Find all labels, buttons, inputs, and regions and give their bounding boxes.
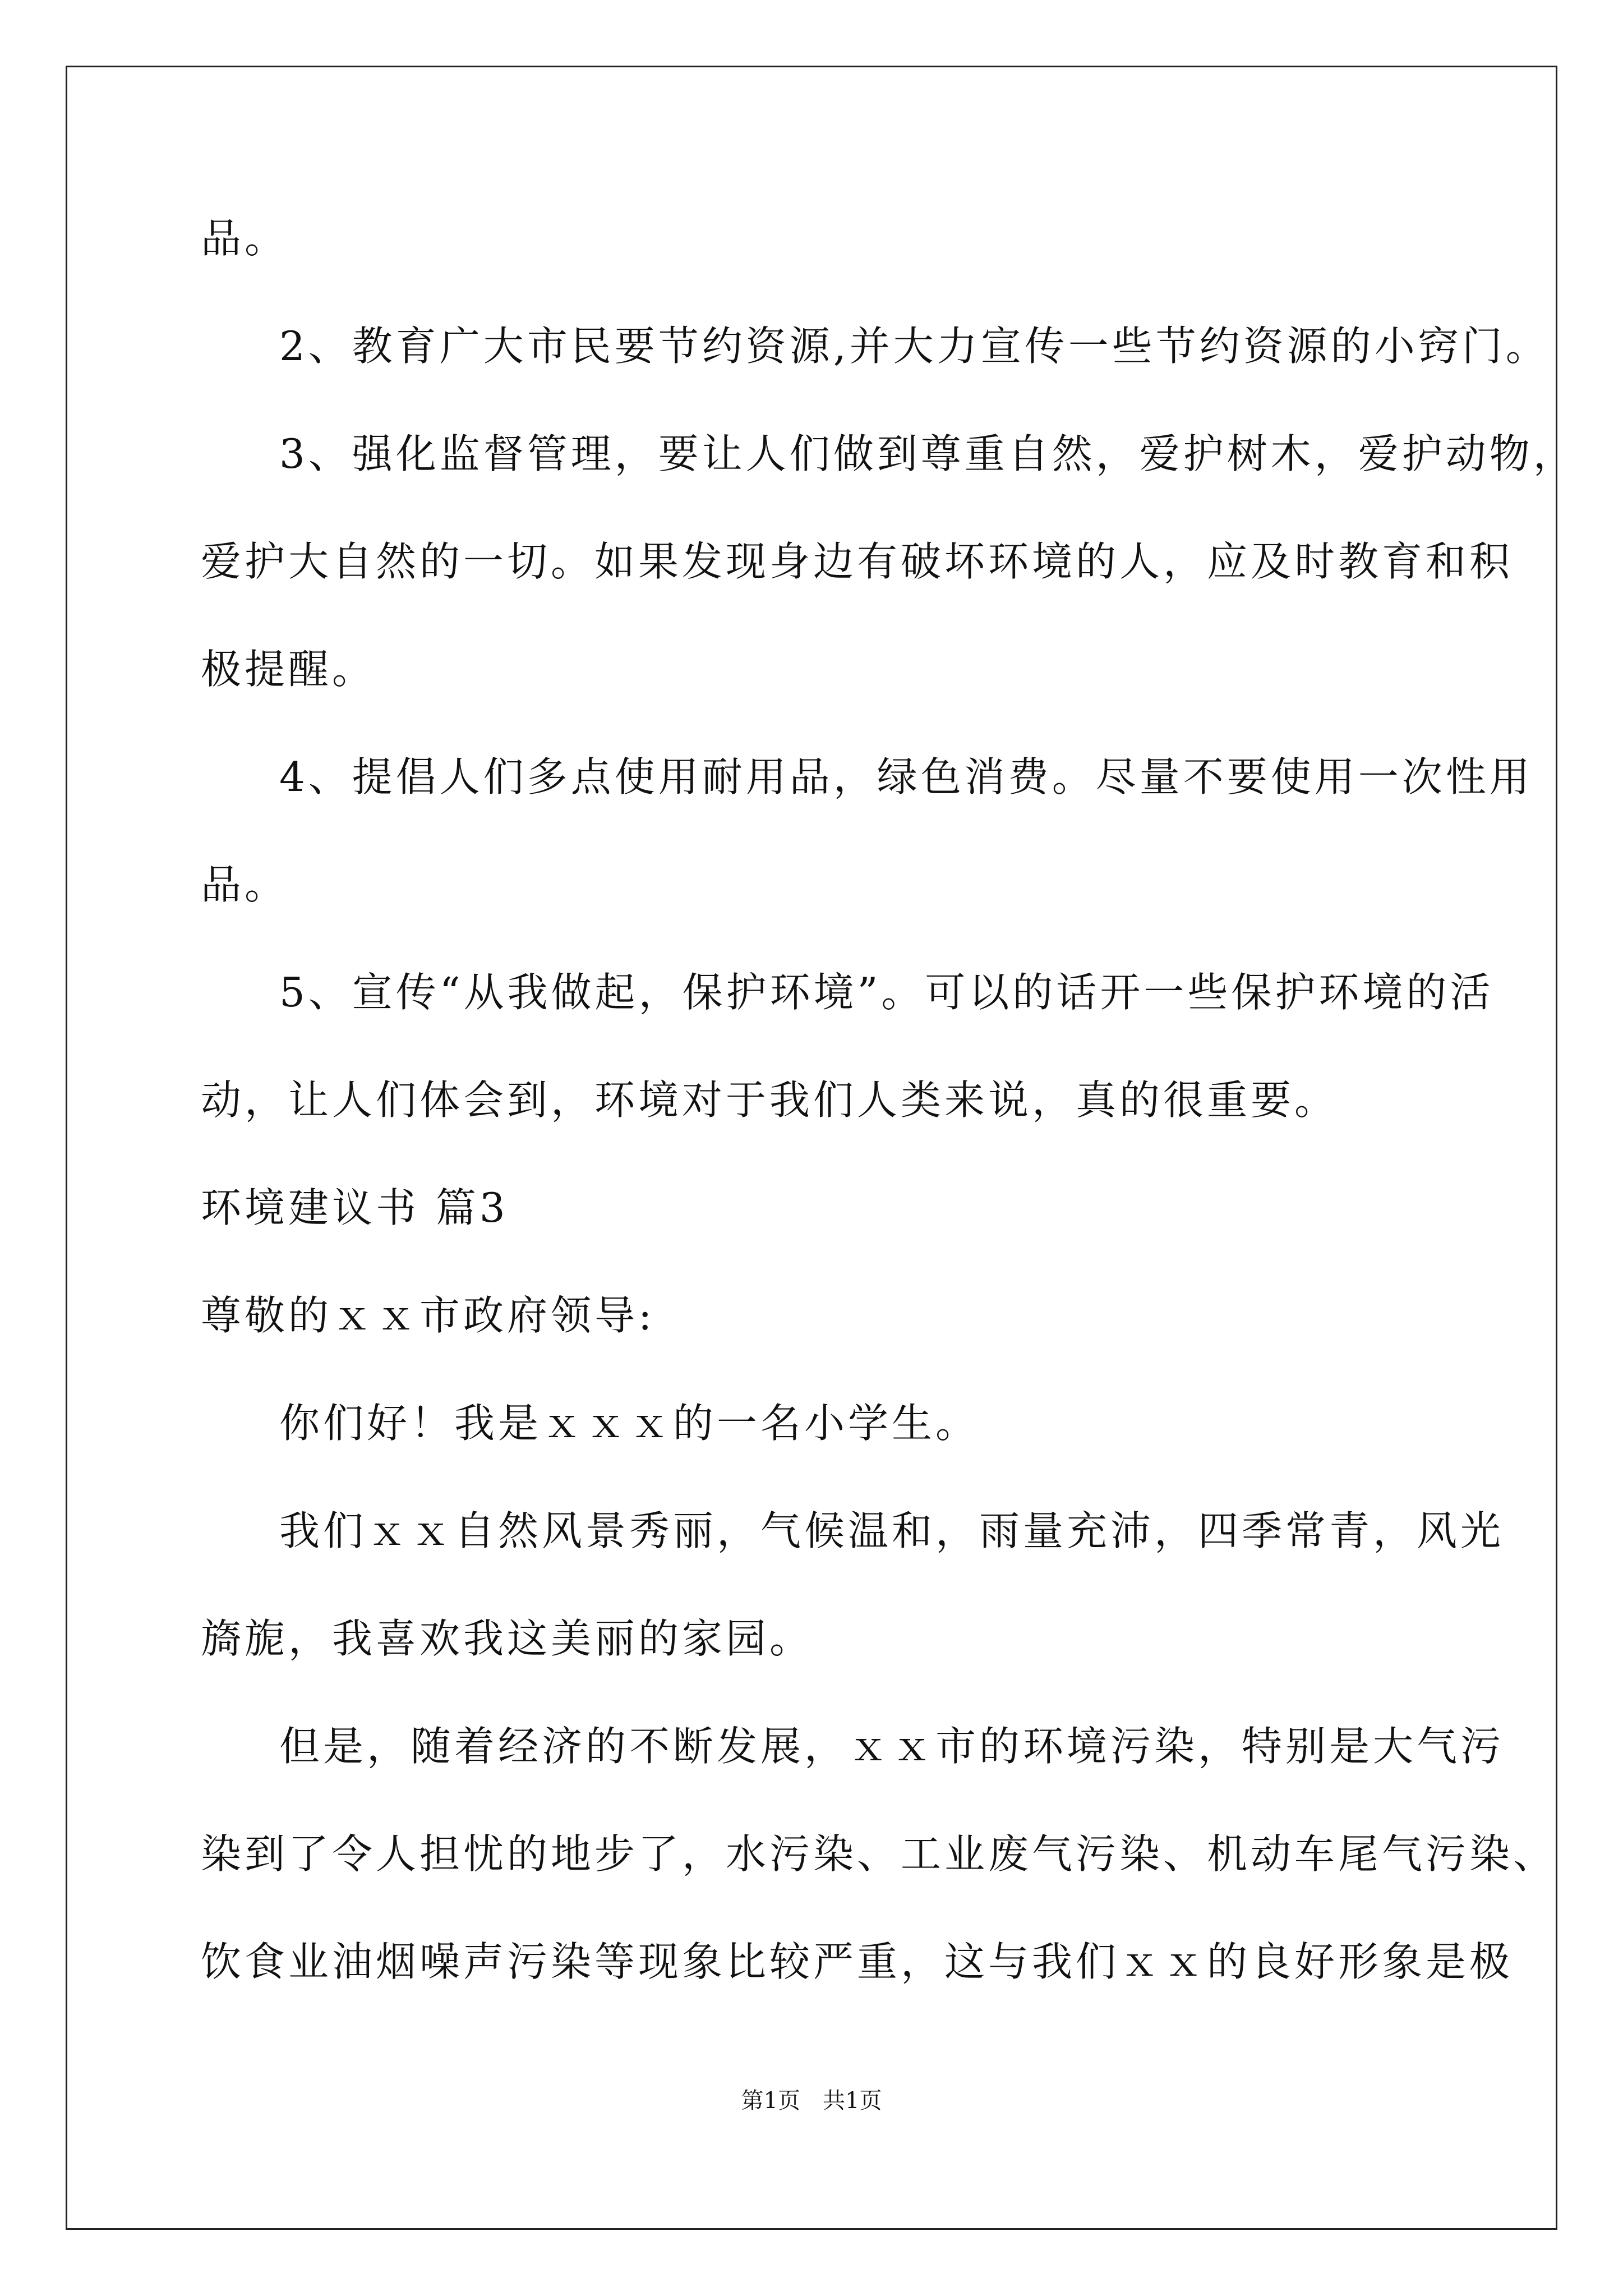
text-line: 2、教育广大市民要节约资源,并大力宣传一些节约资源的小窍门。: [279, 323, 1550, 370]
page-border: [66, 66, 1557, 2230]
text-line: 5、宣传“从我做起，保护环境”。可以的话开一些保护环境的活: [279, 969, 1494, 1016]
page-number: 第1页 共1页: [741, 2088, 882, 2114]
section-heading: 环境建议书 篇3: [201, 1184, 509, 1231]
salutation: 尊敬的ｘｘ市政府领导:: [201, 1292, 656, 1339]
text-line: 极提醒。: [201, 646, 376, 693]
text-line: 品。: [201, 215, 289, 262]
text-line: 我们ｘｘ自然风景秀丽，气候温和，雨量充沛，四季常青，风光: [279, 1507, 1505, 1554]
text-line: 旖旎，我喜欢我这美丽的家园。: [201, 1615, 814, 1662]
text-line: 3、强化监督管理，要让人们做到尊重自然，爱护树木，爱护动物，: [279, 430, 1577, 477]
text-line: 染到了令人担忧的地步了，水污染、工业废气污染、机动车尾气污染、: [201, 1830, 1557, 1878]
text-line: 饮食业油烟噪声污染等现象比较严重，这与我们ｘｘ的良好形象是极: [201, 1938, 1514, 1985]
text-line: 但是，随着经济的不断发展，ｘｘ市的环境污染，特别是大气污: [279, 1723, 1505, 1770]
text-line: 动，让人们体会到，环境对于我们人类来说，真的很重要。: [201, 1076, 1339, 1124]
text-line: 爱护大自然的一切。如果发现身边有破坏环境的人，应及时教育和积: [201, 538, 1514, 585]
text-line: 你们好！我是ｘｘｘ的一名小学生。: [279, 1400, 980, 1447]
text-line: 品。: [201, 861, 289, 908]
text-line: 4、提倡人们多点使用耐用品，绿色消费。尽量不要使用一次性用: [279, 753, 1533, 800]
